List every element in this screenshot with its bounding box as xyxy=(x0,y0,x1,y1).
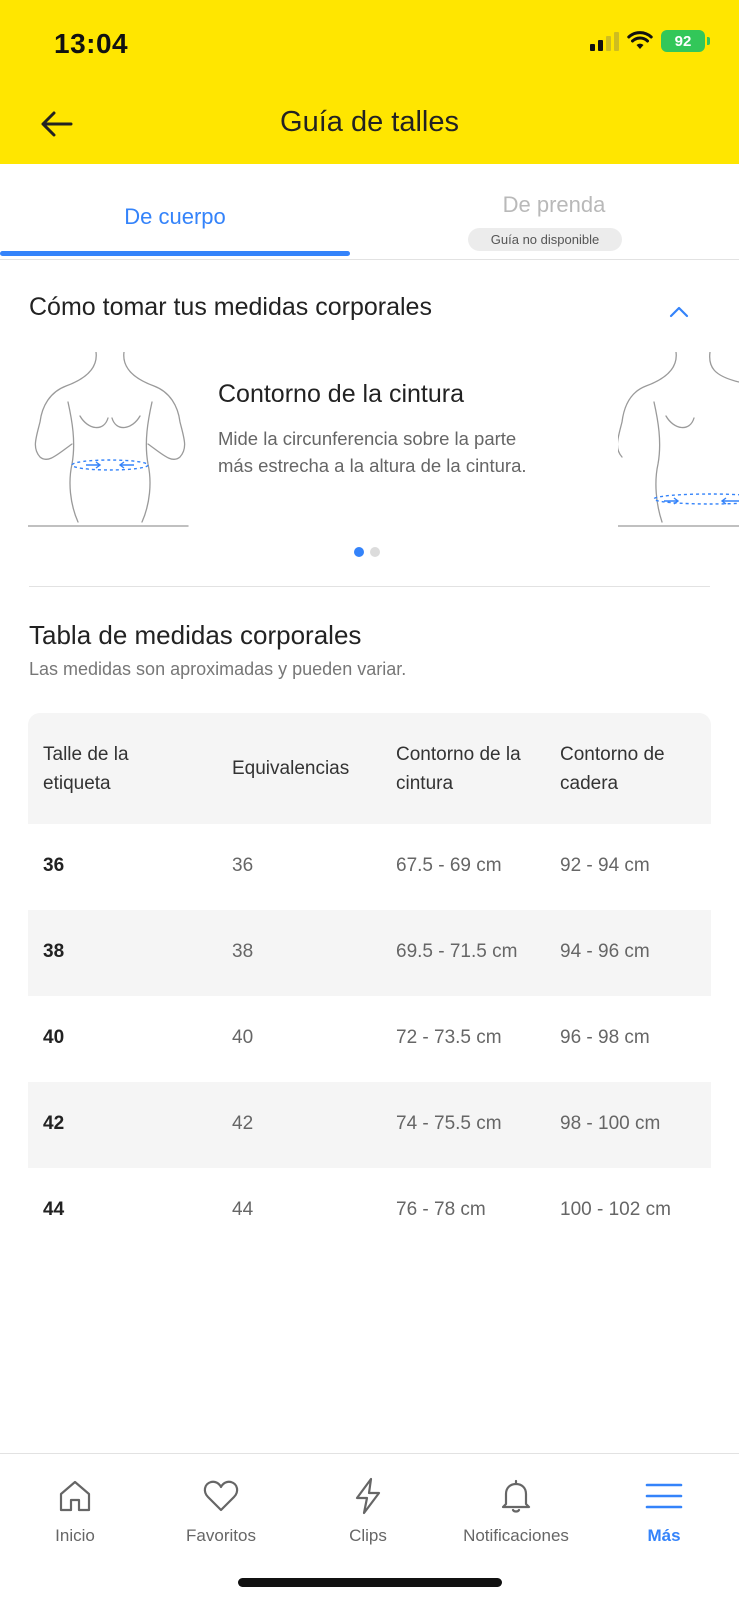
unavailable-badge: Guía no disponible xyxy=(468,228,622,251)
nav-label: Más xyxy=(647,1526,681,1545)
cell-hip: 100 - 102 cm xyxy=(560,1199,671,1220)
cell-waist: 67.5 - 69 cm xyxy=(396,855,502,876)
cell-size: 42 xyxy=(43,1113,65,1134)
home-icon xyxy=(55,1476,95,1516)
collapse-button[interactable] xyxy=(664,300,694,324)
wifi-icon xyxy=(627,31,653,51)
table-row xyxy=(28,996,711,1082)
app-header xyxy=(0,0,739,164)
section-divider xyxy=(29,586,710,587)
cellular-signal-icon xyxy=(590,31,619,51)
header-talle: Talle de la etiqueta xyxy=(43,744,129,794)
lightning-icon xyxy=(348,1476,388,1516)
active-tab-indicator xyxy=(0,251,350,256)
cell-hip: 96 - 98 cm xyxy=(560,1027,650,1048)
tab-de-cuerpo[interactable] xyxy=(0,164,350,259)
nav-label: Inicio xyxy=(55,1526,95,1545)
tab-bar xyxy=(0,164,739,260)
carousel-pagination xyxy=(354,547,380,557)
measurement-guide-title: Cómo tomar tus medidas corporales xyxy=(29,293,432,321)
table-row xyxy=(28,1168,711,1254)
table-row xyxy=(28,824,711,910)
cell-equivalence: 44 xyxy=(232,1199,254,1220)
tab-label: De prenda xyxy=(502,192,606,217)
battery-level: 92 xyxy=(674,32,692,50)
battery-icon xyxy=(661,30,705,52)
nav-label: Clips xyxy=(349,1526,387,1545)
table-header xyxy=(28,713,711,824)
nav-favoritos[interactable] xyxy=(146,1468,296,1558)
cell-size: 36 xyxy=(43,855,65,876)
size-table-title: Tabla de medidas corporales xyxy=(29,620,362,650)
cell-hip: 98 - 100 cm xyxy=(560,1113,661,1134)
nav-label: Favoritos xyxy=(186,1526,256,1545)
nav-clips[interactable] xyxy=(293,1468,443,1558)
pagination-dot-1[interactable] xyxy=(354,547,364,557)
measurement-description: Mide la circunferencia sobre la parte más estrecha a la altura de la cintura. xyxy=(218,428,527,476)
cell-waist: 69.5 - 71.5 cm xyxy=(396,941,518,962)
waist-figure-illustration xyxy=(28,352,190,528)
cell-equivalence: 40 xyxy=(232,1027,254,1048)
nav-label: Notificaciones xyxy=(463,1526,569,1545)
chevron-up-icon xyxy=(664,300,694,324)
cell-waist: 74 - 75.5 cm xyxy=(396,1113,502,1134)
cell-size: 38 xyxy=(43,941,65,962)
cell-equivalence: 42 xyxy=(232,1113,254,1134)
tab-label: De cuerpo xyxy=(124,204,226,229)
pagination-dot-2[interactable] xyxy=(370,547,380,557)
cell-hip: 94 - 96 cm xyxy=(560,941,650,962)
header-contorno-cintura: Contorno de la cintura xyxy=(396,744,521,794)
table-row xyxy=(28,910,711,996)
page-title: Guía de talles xyxy=(280,106,459,138)
cell-waist: 76 - 78 cm xyxy=(396,1199,486,1220)
nav-inicio[interactable] xyxy=(0,1468,150,1558)
menu-icon xyxy=(644,1476,684,1516)
cell-size: 40 xyxy=(43,1027,65,1048)
cell-equivalence: 38 xyxy=(232,941,254,962)
tab-de-prenda[interactable] xyxy=(369,164,739,259)
cell-hip: 92 - 94 cm xyxy=(560,855,650,876)
cell-waist: 72 - 73.5 cm xyxy=(396,1027,502,1048)
measurement-title: Contorno de la cintura xyxy=(218,380,464,408)
table-row xyxy=(28,1082,711,1168)
header-contorno-cadera: Contorno de cadera xyxy=(560,744,665,794)
nav-mas[interactable] xyxy=(589,1468,739,1558)
status-time: 13:04 xyxy=(54,28,129,59)
size-table xyxy=(28,713,711,1254)
status-icons xyxy=(590,30,705,52)
nav-notificaciones[interactable] xyxy=(441,1468,591,1558)
cell-equivalence: 36 xyxy=(232,855,254,876)
header-equivalencias: Equivalencias xyxy=(232,758,350,779)
heart-icon xyxy=(201,1476,241,1516)
cell-size: 44 xyxy=(43,1199,65,1220)
size-table-subtitle: Las medidas son aproximadas y pueden variar. xyxy=(29,659,407,679)
hip-figure-illustration xyxy=(618,352,739,528)
bell-icon xyxy=(496,1476,536,1516)
home-indicator xyxy=(238,1578,502,1587)
